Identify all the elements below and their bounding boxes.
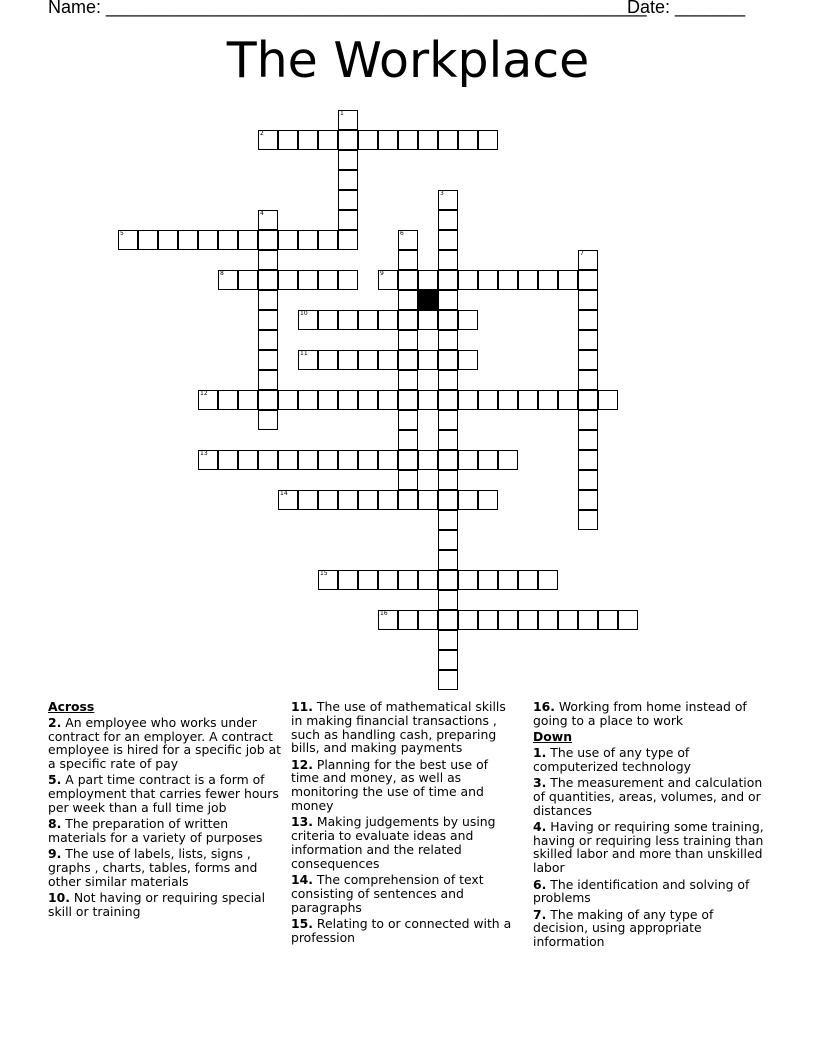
clue-number: 5. <box>48 772 62 788</box>
grid-cell[interactable] <box>338 490 358 510</box>
clue-number: 12. <box>291 756 313 772</box>
grid-cell[interactable] <box>318 270 338 290</box>
clue-text: Not having or requiring special skill or training <box>48 890 266 920</box>
grid-cell[interactable] <box>578 490 598 510</box>
grid-cell[interactable] <box>338 170 358 190</box>
grid-cell[interactable] <box>438 490 458 510</box>
grid-cell[interactable] <box>298 350 318 370</box>
grid-cell[interactable] <box>558 610 578 630</box>
grid-cell[interactable] <box>198 230 218 250</box>
grid-cell[interactable] <box>278 270 298 290</box>
grid-cell[interactable] <box>218 230 238 250</box>
grid-cell[interactable] <box>318 570 338 590</box>
across-clue <box>291 700 515 755</box>
grid-cell[interactable] <box>458 490 478 510</box>
grid-cell[interactable] <box>438 410 458 430</box>
grid-cell[interactable] <box>538 390 558 410</box>
clue-text: Making judgements by using criteria to evaluate ideas and information and the related consequences <box>291 814 496 871</box>
clue-number: 2. <box>48 714 62 730</box>
grid-cell[interactable] <box>358 570 378 590</box>
grid-cell[interactable] <box>498 570 518 590</box>
clue-text: The measurement and calculation of quantities, areas, volumes, and or distances <box>533 774 763 818</box>
grid-cell[interactable] <box>418 450 438 470</box>
grid-cell[interactable] <box>258 270 278 290</box>
grid-cell[interactable] <box>458 310 478 330</box>
clue-number: 3. <box>533 774 547 790</box>
grid-cell[interactable] <box>318 350 338 370</box>
grid-cell[interactable] <box>578 310 598 330</box>
grid-cell[interactable] <box>458 390 478 410</box>
grid-cell[interactable] <box>338 310 358 330</box>
grid-cell[interactable] <box>298 270 318 290</box>
grid-cell[interactable] <box>438 230 458 250</box>
grid-cell[interactable] <box>378 450 398 470</box>
grid-cell[interactable] <box>498 270 518 290</box>
grid-cell[interactable] <box>378 570 398 590</box>
clue-text: A part time contract is a form of employment that carries fewer hours per week than a full time job <box>48 772 279 816</box>
grid-cell[interactable] <box>258 290 278 310</box>
down-clue <box>533 746 769 774</box>
clue-number-2: 2 <box>260 130 264 137</box>
grid-cell[interactable] <box>398 370 418 390</box>
grid-cell[interactable] <box>478 270 498 290</box>
grid-cell[interactable] <box>598 390 618 410</box>
grid-cell[interactable] <box>538 270 558 290</box>
grid-cell[interactable] <box>238 230 258 250</box>
grid-cell[interactable] <box>278 130 298 150</box>
grid-cell[interactable] <box>578 610 598 630</box>
clue-number-13: 13 <box>200 450 208 457</box>
grid-cell[interactable] <box>198 390 218 410</box>
grid-cell[interactable] <box>458 130 478 150</box>
grid-cell[interactable] <box>398 610 418 630</box>
grid-cell[interactable] <box>238 270 258 290</box>
grid-cell[interactable] <box>418 350 438 370</box>
clue-number-15: 15 <box>320 570 328 577</box>
grid-cell[interactable] <box>298 130 318 150</box>
grid-cell[interactable] <box>578 350 598 370</box>
grid-cell[interactable] <box>258 390 278 410</box>
grid-cell[interactable] <box>218 450 238 470</box>
grid-cell[interactable] <box>358 350 378 370</box>
name-field[interactable]: Name: ______________________________________________________ <box>48 0 647 17</box>
grid-cell[interactable] <box>438 290 458 310</box>
grid-cell[interactable] <box>338 450 358 470</box>
clue-column-2 <box>291 700 515 947</box>
grid-cell[interactable] <box>458 610 478 630</box>
grid-cell[interactable] <box>278 390 298 410</box>
down-clue-list <box>533 746 769 949</box>
clue-text: Planning for the best use of time and money, as well as monitoring the use of time and money <box>291 756 489 814</box>
grid-cell[interactable] <box>278 450 298 470</box>
grid-cell[interactable] <box>278 230 298 250</box>
grid-cell[interactable] <box>438 550 458 570</box>
clue-number-11: 11 <box>300 350 308 357</box>
grid-cell[interactable] <box>138 230 158 250</box>
grid-cell[interactable] <box>438 130 458 150</box>
grid-cell[interactable] <box>358 390 378 410</box>
clue-number: 15. <box>291 915 313 931</box>
grid-cell[interactable] <box>478 130 498 150</box>
clue-number-4: 4 <box>260 210 264 217</box>
grid-cell[interactable] <box>258 330 278 350</box>
clue-column-1 <box>48 700 284 921</box>
across-clue <box>48 891 284 919</box>
grid-cell[interactable] <box>578 510 598 530</box>
grid-cell[interactable] <box>358 450 378 470</box>
across-clue <box>291 873 515 914</box>
grid-cell[interactable] <box>498 610 518 630</box>
grid-cell[interactable] <box>458 270 478 290</box>
grid-cell[interactable] <box>598 610 618 630</box>
grid-cell[interactable] <box>338 270 358 290</box>
grid-cell[interactable] <box>438 350 458 370</box>
grid-cell[interactable] <box>258 130 278 150</box>
black-cell <box>418 290 438 310</box>
clue-number: 10. <box>48 890 70 906</box>
grid-cell[interactable] <box>578 410 598 430</box>
grid-cell[interactable] <box>258 450 278 470</box>
across-clue <box>533 700 769 728</box>
grid-cell[interactable] <box>578 470 598 490</box>
clue-text: Having or requiring some training, having or requiring less training than skilled labor and more than unskilled labor <box>533 818 764 876</box>
grid-cell[interactable] <box>378 130 398 150</box>
grid-cell[interactable] <box>258 310 278 330</box>
grid-cell[interactable] <box>398 430 418 450</box>
clue-number-5: 5 <box>120 230 124 237</box>
grid-cell[interactable] <box>418 610 438 630</box>
grid-cell[interactable] <box>318 130 338 150</box>
grid-cell[interactable] <box>518 610 538 630</box>
grid-cell[interactable] <box>458 450 478 470</box>
clue-text: The identification and solving of problems <box>533 876 750 906</box>
grid-cell[interactable] <box>438 610 458 630</box>
grid-cell[interactable] <box>358 490 378 510</box>
grid-cell[interactable] <box>478 610 498 630</box>
grid-cell[interactable] <box>438 590 458 610</box>
grid-cell[interactable] <box>218 390 238 410</box>
grid-cell[interactable] <box>558 270 578 290</box>
clue-text: The making of any type of decision, using appropriate information <box>533 906 714 950</box>
grid-cell[interactable] <box>418 270 438 290</box>
grid-cell[interactable] <box>438 670 458 690</box>
grid-cell[interactable] <box>338 150 358 170</box>
clue-text: The use of labels, lists, signs , graphs , charts, tables, forms and other similar materials <box>48 846 258 890</box>
across-clue-list-continued <box>291 700 515 945</box>
grid-cell[interactable] <box>418 130 438 150</box>
grid-cell[interactable] <box>338 130 358 150</box>
grid-cell[interactable] <box>438 650 458 670</box>
grid-cell[interactable] <box>398 410 418 430</box>
grid-cell[interactable] <box>398 470 418 490</box>
grid-cell[interactable] <box>338 390 358 410</box>
across-clue <box>291 917 515 945</box>
grid-cell[interactable] <box>438 450 458 470</box>
clue-number: 14. <box>291 872 313 888</box>
grid-cell[interactable] <box>398 250 418 270</box>
grid-cell[interactable] <box>278 490 298 510</box>
down-clue <box>533 776 769 817</box>
grid-cell[interactable] <box>418 310 438 330</box>
grid-cell[interactable] <box>398 310 418 330</box>
clue-number: 16. <box>533 699 555 714</box>
grid-cell[interactable] <box>558 390 578 410</box>
across-clue <box>48 847 284 888</box>
clue-text: The use of mathematical skills in making financial transactions , such as handling cash, preparing bills, and making payments <box>291 699 506 756</box>
across-clue-list <box>48 716 284 919</box>
grid-cell[interactable] <box>398 290 418 310</box>
clue-number-9: 9 <box>380 270 384 277</box>
grid-cell[interactable] <box>338 570 358 590</box>
grid-cell[interactable] <box>258 210 278 230</box>
grid-cell[interactable] <box>438 630 458 650</box>
grid-cell[interactable] <box>338 190 358 210</box>
grid-cell[interactable] <box>338 210 358 230</box>
grid-cell[interactable] <box>298 310 318 330</box>
down-clue <box>533 878 769 906</box>
down-clue <box>533 820 769 875</box>
grid-cell[interactable] <box>498 390 518 410</box>
clue-number-6: 6 <box>400 230 404 237</box>
grid-cell[interactable] <box>258 230 278 250</box>
date-field[interactable]: Date: _______ <box>627 0 746 17</box>
grid-cell[interactable] <box>398 570 418 590</box>
down-heading: Down <box>533 729 573 745</box>
grid-cell[interactable] <box>518 390 538 410</box>
clue-number-8: 8 <box>220 270 224 277</box>
grid-cell[interactable] <box>118 230 138 250</box>
grid-cell[interactable] <box>438 530 458 550</box>
clue-number-10: 10 <box>300 310 308 317</box>
grid-cell[interactable] <box>318 490 338 510</box>
grid-cell[interactable] <box>438 210 458 230</box>
grid-cell[interactable] <box>418 490 438 510</box>
grid-cell[interactable] <box>158 230 178 250</box>
clue-text: The preparation of written materials for a variety of purposes <box>48 816 263 846</box>
grid-cell[interactable] <box>538 610 558 630</box>
clue-text: An employee who works under contract for an employer. A contract employee is hired for a specific job at a specific rate of pay <box>48 714 282 772</box>
grid-cell[interactable] <box>398 490 418 510</box>
grid-cell[interactable] <box>258 350 278 370</box>
clue-number-16: 16 <box>380 610 388 617</box>
clue-number: 4. <box>533 818 547 834</box>
grid-cell[interactable] <box>378 270 398 290</box>
clue-number-14: 14 <box>280 490 288 497</box>
across-clue-list-end <box>533 700 769 728</box>
grid-cell[interactable] <box>478 570 498 590</box>
clue-number: 6. <box>533 876 547 892</box>
grid-cell[interactable] <box>438 570 458 590</box>
grid-cell[interactable] <box>398 270 418 290</box>
grid-cell[interactable] <box>298 390 318 410</box>
grid-cell[interactable] <box>378 490 398 510</box>
grid-cell[interactable] <box>378 610 398 630</box>
clue-number: 7. <box>533 906 547 922</box>
grid-cell[interactable] <box>338 110 358 130</box>
grid-cell[interactable] <box>418 570 438 590</box>
grid-cell[interactable] <box>438 190 458 210</box>
grid-cell[interactable] <box>578 430 598 450</box>
clue-number: 8. <box>48 816 62 832</box>
grid-cell[interactable] <box>458 350 478 370</box>
grid-cell[interactable] <box>358 310 378 330</box>
grid-cell[interactable] <box>318 230 338 250</box>
grid-cell[interactable] <box>398 230 418 250</box>
grid-cell[interactable] <box>238 390 258 410</box>
grid-cell[interactable] <box>258 250 278 270</box>
across-clue <box>48 817 284 845</box>
grid-cell[interactable] <box>198 450 218 470</box>
grid-cell[interactable] <box>538 570 558 590</box>
clue-number: 11. <box>291 699 313 714</box>
across-clue <box>48 773 284 814</box>
clue-number: 13. <box>291 814 313 830</box>
grid-cell[interactable] <box>338 230 358 250</box>
grid-cell[interactable] <box>518 570 538 590</box>
grid-cell[interactable] <box>398 450 418 470</box>
clue-number-7: 7 <box>580 250 584 257</box>
grid-cell[interactable] <box>438 370 458 390</box>
grid-cell[interactable] <box>478 450 498 470</box>
clue-number: 1. <box>533 744 547 760</box>
across-clue <box>291 815 515 870</box>
grid-cell[interactable] <box>418 390 438 410</box>
grid-cell[interactable] <box>378 310 398 330</box>
grid-cell[interactable] <box>578 370 598 390</box>
grid-cell[interactable] <box>318 310 338 330</box>
grid-cell[interactable] <box>438 330 458 350</box>
grid-cell[interactable] <box>358 130 378 150</box>
grid-cell[interactable] <box>398 130 418 150</box>
grid-cell[interactable] <box>318 450 338 470</box>
across-heading: Across <box>48 699 95 714</box>
grid-cell[interactable] <box>318 390 338 410</box>
grid-cell[interactable] <box>578 270 598 290</box>
grid-cell[interactable] <box>438 250 458 270</box>
grid-cell[interactable] <box>618 610 638 630</box>
grid-cell[interactable] <box>298 230 318 250</box>
grid-cell[interactable] <box>518 270 538 290</box>
grid-cell[interactable] <box>378 390 398 410</box>
clue-text: Relating to or connected with a profession <box>291 915 512 945</box>
grid-cell[interactable] <box>578 390 598 410</box>
clue-number-1: 1 <box>340 110 344 117</box>
grid-cell[interactable] <box>398 350 418 370</box>
grid-cell[interactable] <box>238 450 258 470</box>
grid-cell[interactable] <box>258 410 278 430</box>
grid-cell[interactable] <box>438 470 458 490</box>
clue-number-3: 3 <box>440 190 444 197</box>
grid-cell[interactable] <box>438 270 458 290</box>
grid-cell[interactable] <box>438 510 458 530</box>
down-clue <box>533 908 769 949</box>
clue-text: Working from home instead of going to a place to work <box>533 699 747 728</box>
grid-cell[interactable] <box>438 390 458 410</box>
grid-cell[interactable] <box>298 450 318 470</box>
clue-text: The use of any type of computerized technology <box>533 744 691 774</box>
grid-cell[interactable] <box>398 330 418 350</box>
grid-cell[interactable] <box>298 490 318 510</box>
grid-cell[interactable] <box>498 450 518 470</box>
grid-cell[interactable] <box>178 230 198 250</box>
grid-cell[interactable] <box>578 330 598 350</box>
grid-cell[interactable] <box>578 450 598 470</box>
across-clue <box>291 758 515 813</box>
grid-cell[interactable] <box>218 270 238 290</box>
grid-cell[interactable] <box>438 430 458 450</box>
grid-cell[interactable] <box>458 570 478 590</box>
grid-cell[interactable] <box>338 350 358 370</box>
clue-text: The comprehension of text consisting of sentences and paragraphs <box>291 872 484 915</box>
clue-column-3 <box>533 700 769 952</box>
across-clue <box>48 716 284 771</box>
puzzle-title: The Workplace <box>226 32 590 89</box>
grid-cell[interactable] <box>578 290 598 310</box>
grid-cell[interactable] <box>258 370 278 390</box>
clue-number: 9. <box>48 846 62 862</box>
grid-cell[interactable] <box>578 250 598 270</box>
grid-cell[interactable] <box>478 490 498 510</box>
grid-cell[interactable] <box>478 390 498 410</box>
grid-cell[interactable] <box>378 350 398 370</box>
grid-cell[interactable] <box>398 390 418 410</box>
grid-cell[interactable] <box>438 310 458 330</box>
clue-number-12: 12 <box>200 390 208 397</box>
